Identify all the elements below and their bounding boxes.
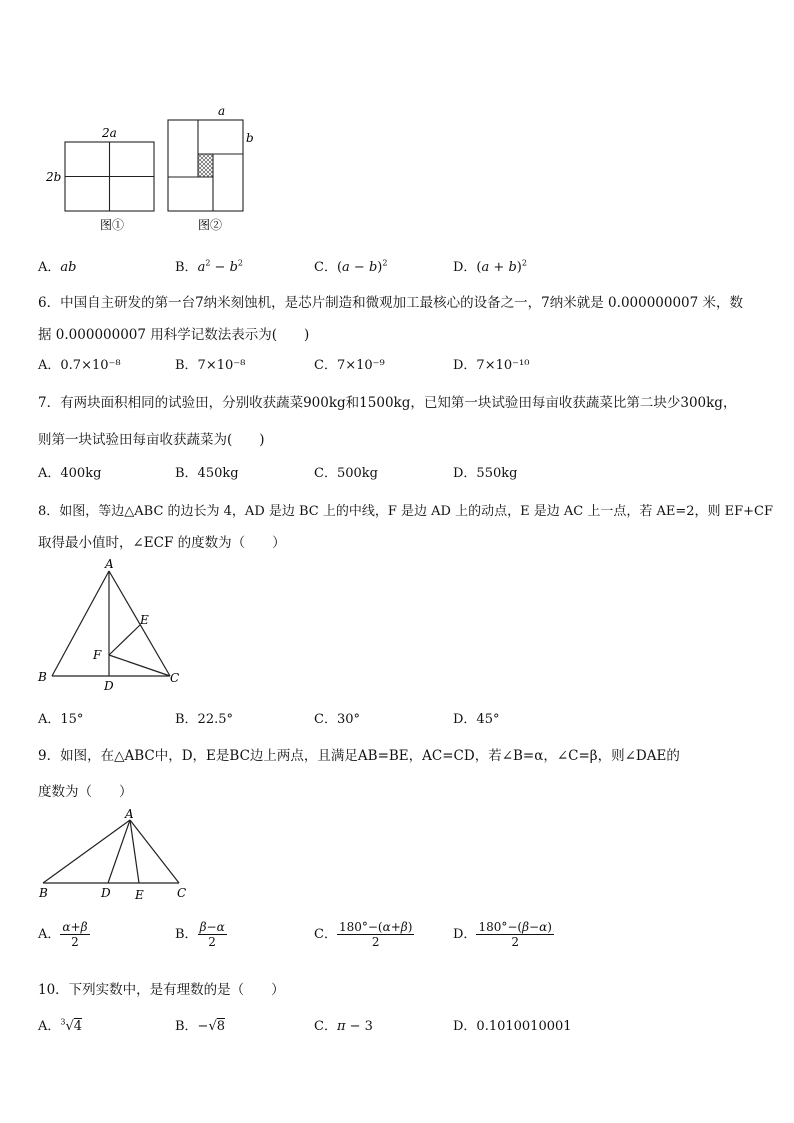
q6-stem-line2: 据 0.000000007 用科学记数法表示为( ) <box>38 327 310 343</box>
q7-option-a[interactable]: A．400kg <box>38 466 102 481</box>
q6-stem-line1: 6．中国自主研发的第一台7纳米刻蚀机，是芯片制造和微观加工最核心的设备之一，7纳米就是 0.000000007 米，数 <box>38 295 744 311</box>
q9-option-c[interactable]: C． $\frac{180^\circ-(\alpha+\beta)}{2}$ <box>314 920 413 949</box>
q10-option-b[interactable]: B．−√8 <box>175 1019 226 1034</box>
q5-option-d[interactable]: D．$(a + b)^2$ <box>453 258 527 275</box>
q6-option-d[interactable]: D．7×10⁻¹⁰ <box>453 358 530 373</box>
q8-label-f: F <box>93 648 102 662</box>
q8-stem-line1: 8．如图，等边△ABC 的边长为 4，AD 是边 BC 上的中线，F 是边 AD 上的动点，E 是边 AC 上一点，若 AE=2，则 EF+CF <box>38 504 774 519</box>
q9-triangle-figure <box>30 806 200 902</box>
q8-label-d: D <box>104 679 114 693</box>
fig1-caption: 图① <box>100 218 125 232</box>
q6-option-a[interactable]: A．0.7×10⁻⁸ <box>38 358 121 373</box>
q6-option-b[interactable]: B．7×10⁻⁸ <box>175 358 246 373</box>
fig1-left-label: 2b <box>46 170 62 184</box>
q7-stem-line2: 则第一块试验田每亩收获蔬菜为( ) <box>38 432 265 448</box>
q5-option-a[interactable]: A．ab <box>38 260 77 275</box>
q9-label-d: D <box>101 886 111 900</box>
q8-label-b: B <box>38 670 47 684</box>
q9-label-a: A <box>125 807 134 821</box>
q8-option-b[interactable]: B．22.5° <box>175 712 233 727</box>
q9-label-c: C <box>177 886 187 900</box>
q10-option-c[interactable]: C．π − 3 <box>314 1019 373 1034</box>
q9-option-a[interactable]: A． $\frac{\alpha+\beta}{2}$ <box>38 920 88 949</box>
q7-option-b[interactable]: B．450kg <box>175 466 239 481</box>
q8-option-d[interactable]: D．45° <box>453 712 500 727</box>
q9-stem-line1: 9．如图，在△ABC中，D，E是BC边上两点，且满足AB=BE，AC=CD，若∠B=α，∠C=β，则∠DAE的 <box>38 748 680 764</box>
q9-label-b: B <box>39 886 48 900</box>
q5-option-b[interactable]: B．$a^2 - b^2$ <box>175 258 244 275</box>
fig2-right-label: b <box>246 131 254 145</box>
q8-label-c: C <box>170 671 180 685</box>
q10-option-a[interactable]: A．$^3$√4 <box>38 1017 83 1034</box>
q8-triangle-figure <box>30 556 200 696</box>
q5-option-c[interactable]: C．$(a - b)^2$ <box>314 258 388 275</box>
q5-figure <box>40 100 280 235</box>
q9-option-d[interactable]: D． $\frac{180^\circ-(\beta-\alpha)}{2}$ <box>453 920 552 949</box>
q8-label-a: A <box>105 557 114 571</box>
q9-stem-line2: 度数为（ ） <box>38 784 133 800</box>
fig2-caption: 图② <box>198 218 223 232</box>
q8-option-a[interactable]: A．15° <box>38 712 84 727</box>
fig2-shaded-square <box>198 154 213 177</box>
q8-option-c[interactable]: C．30° <box>314 712 360 727</box>
q7-option-d[interactable]: D．550kg <box>453 466 518 481</box>
q8-label-e: E <box>140 613 149 627</box>
q6-option-c[interactable]: C．7×10⁻⁹ <box>314 358 385 373</box>
fig1-top-label: 2a <box>102 126 117 140</box>
fig2-top-label: a <box>218 104 226 118</box>
q7-option-c[interactable]: C．500kg <box>314 466 378 481</box>
q10-stem: 10．下列实数中，是有理数的是（ ） <box>38 982 285 998</box>
q9-label-e: E <box>135 888 144 902</box>
q8-stem-line2: 取得最小值时，∠ECF 的度数为（ ） <box>38 535 286 551</box>
q9-option-b[interactable]: B． $\frac{\beta-\alpha}{2}$ <box>175 920 225 949</box>
q10-option-d[interactable]: D．0.1010010001 <box>453 1019 572 1034</box>
q7-stem-line1: 7．有两块面积相同的试验田，分别收获蔬菜900kg和1500kg，已知第一块试验田每亩收获蔬菜比第二块少300kg， <box>38 395 737 411</box>
